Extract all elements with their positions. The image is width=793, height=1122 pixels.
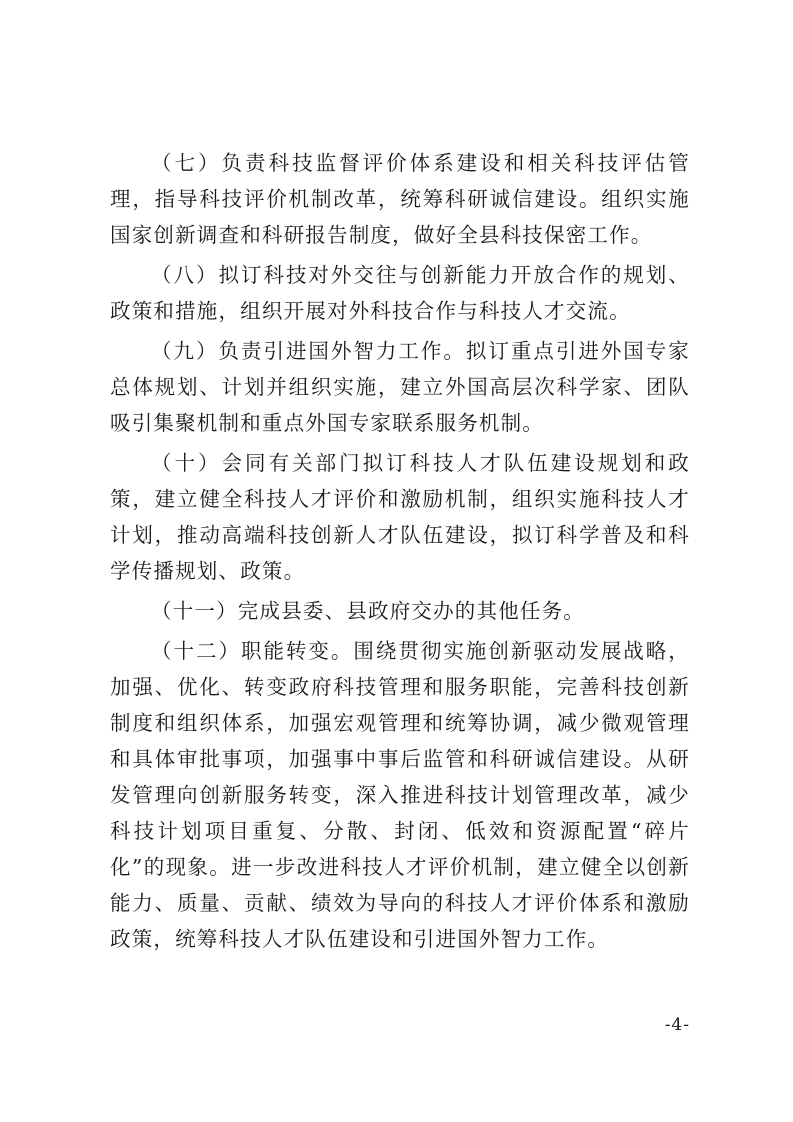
document-body [110,145,690,961]
paragraph-7: （七）负责科技监督评价体系建设和相关科技评估管理，指导科技评价机制改革，统筹科研诚信建设。组织实施国家创新调查和科研报告制度，做好全县科技保密工作。 [110,151,690,247]
paragraph-12: （十二）职能转变。围绕贯彻实施创新驱动发展战略，加强、优化、转变政府科技管理和服务职能，完善科技创新制度和组织体系，加强宏观管理和统筹协调，减少微观管理和具体审批事项，加强事中事后监管和科研诚信建设。从研发管理向创新服务转变，深入推进科技计划管理改革，减少科技计划项目重复、分散、封闭、低效和资源配置“碎片化”的现象。进一步改进科技人才评价机制，建立健全以创新能力、质量、贡献、绩效为导向的科技人才评价体系和激励政策，统筹科技人才队伍建设和引进国外智力工作。 [110,639,690,951]
paragraph-9: （九）负责引进国外智力工作。拟订重点引进外国专家总体规划、计划并组织实施，建立外国高层次科学家、团队吸引集聚机制和重点外国专家联系服务机制。 [110,339,690,435]
page-number: -4- [664,1015,690,1035]
paragraph-8: （八）拟订科技对外交往与创新能力开放合作的规划、政策和措施，组织开展对外科技合作与科技人才交流。 [110,263,690,323]
paragraph-11: （十一）完成县委、县政府交办的其他任务。 [151,599,585,623]
paragraph-10: （十）会同有关部门拟订科技人才队伍建设规划和政策，建立健全科技人才评价和激励机制，组织实施科技人才计划，推动高端科技创新人才队伍建设，拟订科学普及和科学传播规划、政策。 [110,451,690,583]
